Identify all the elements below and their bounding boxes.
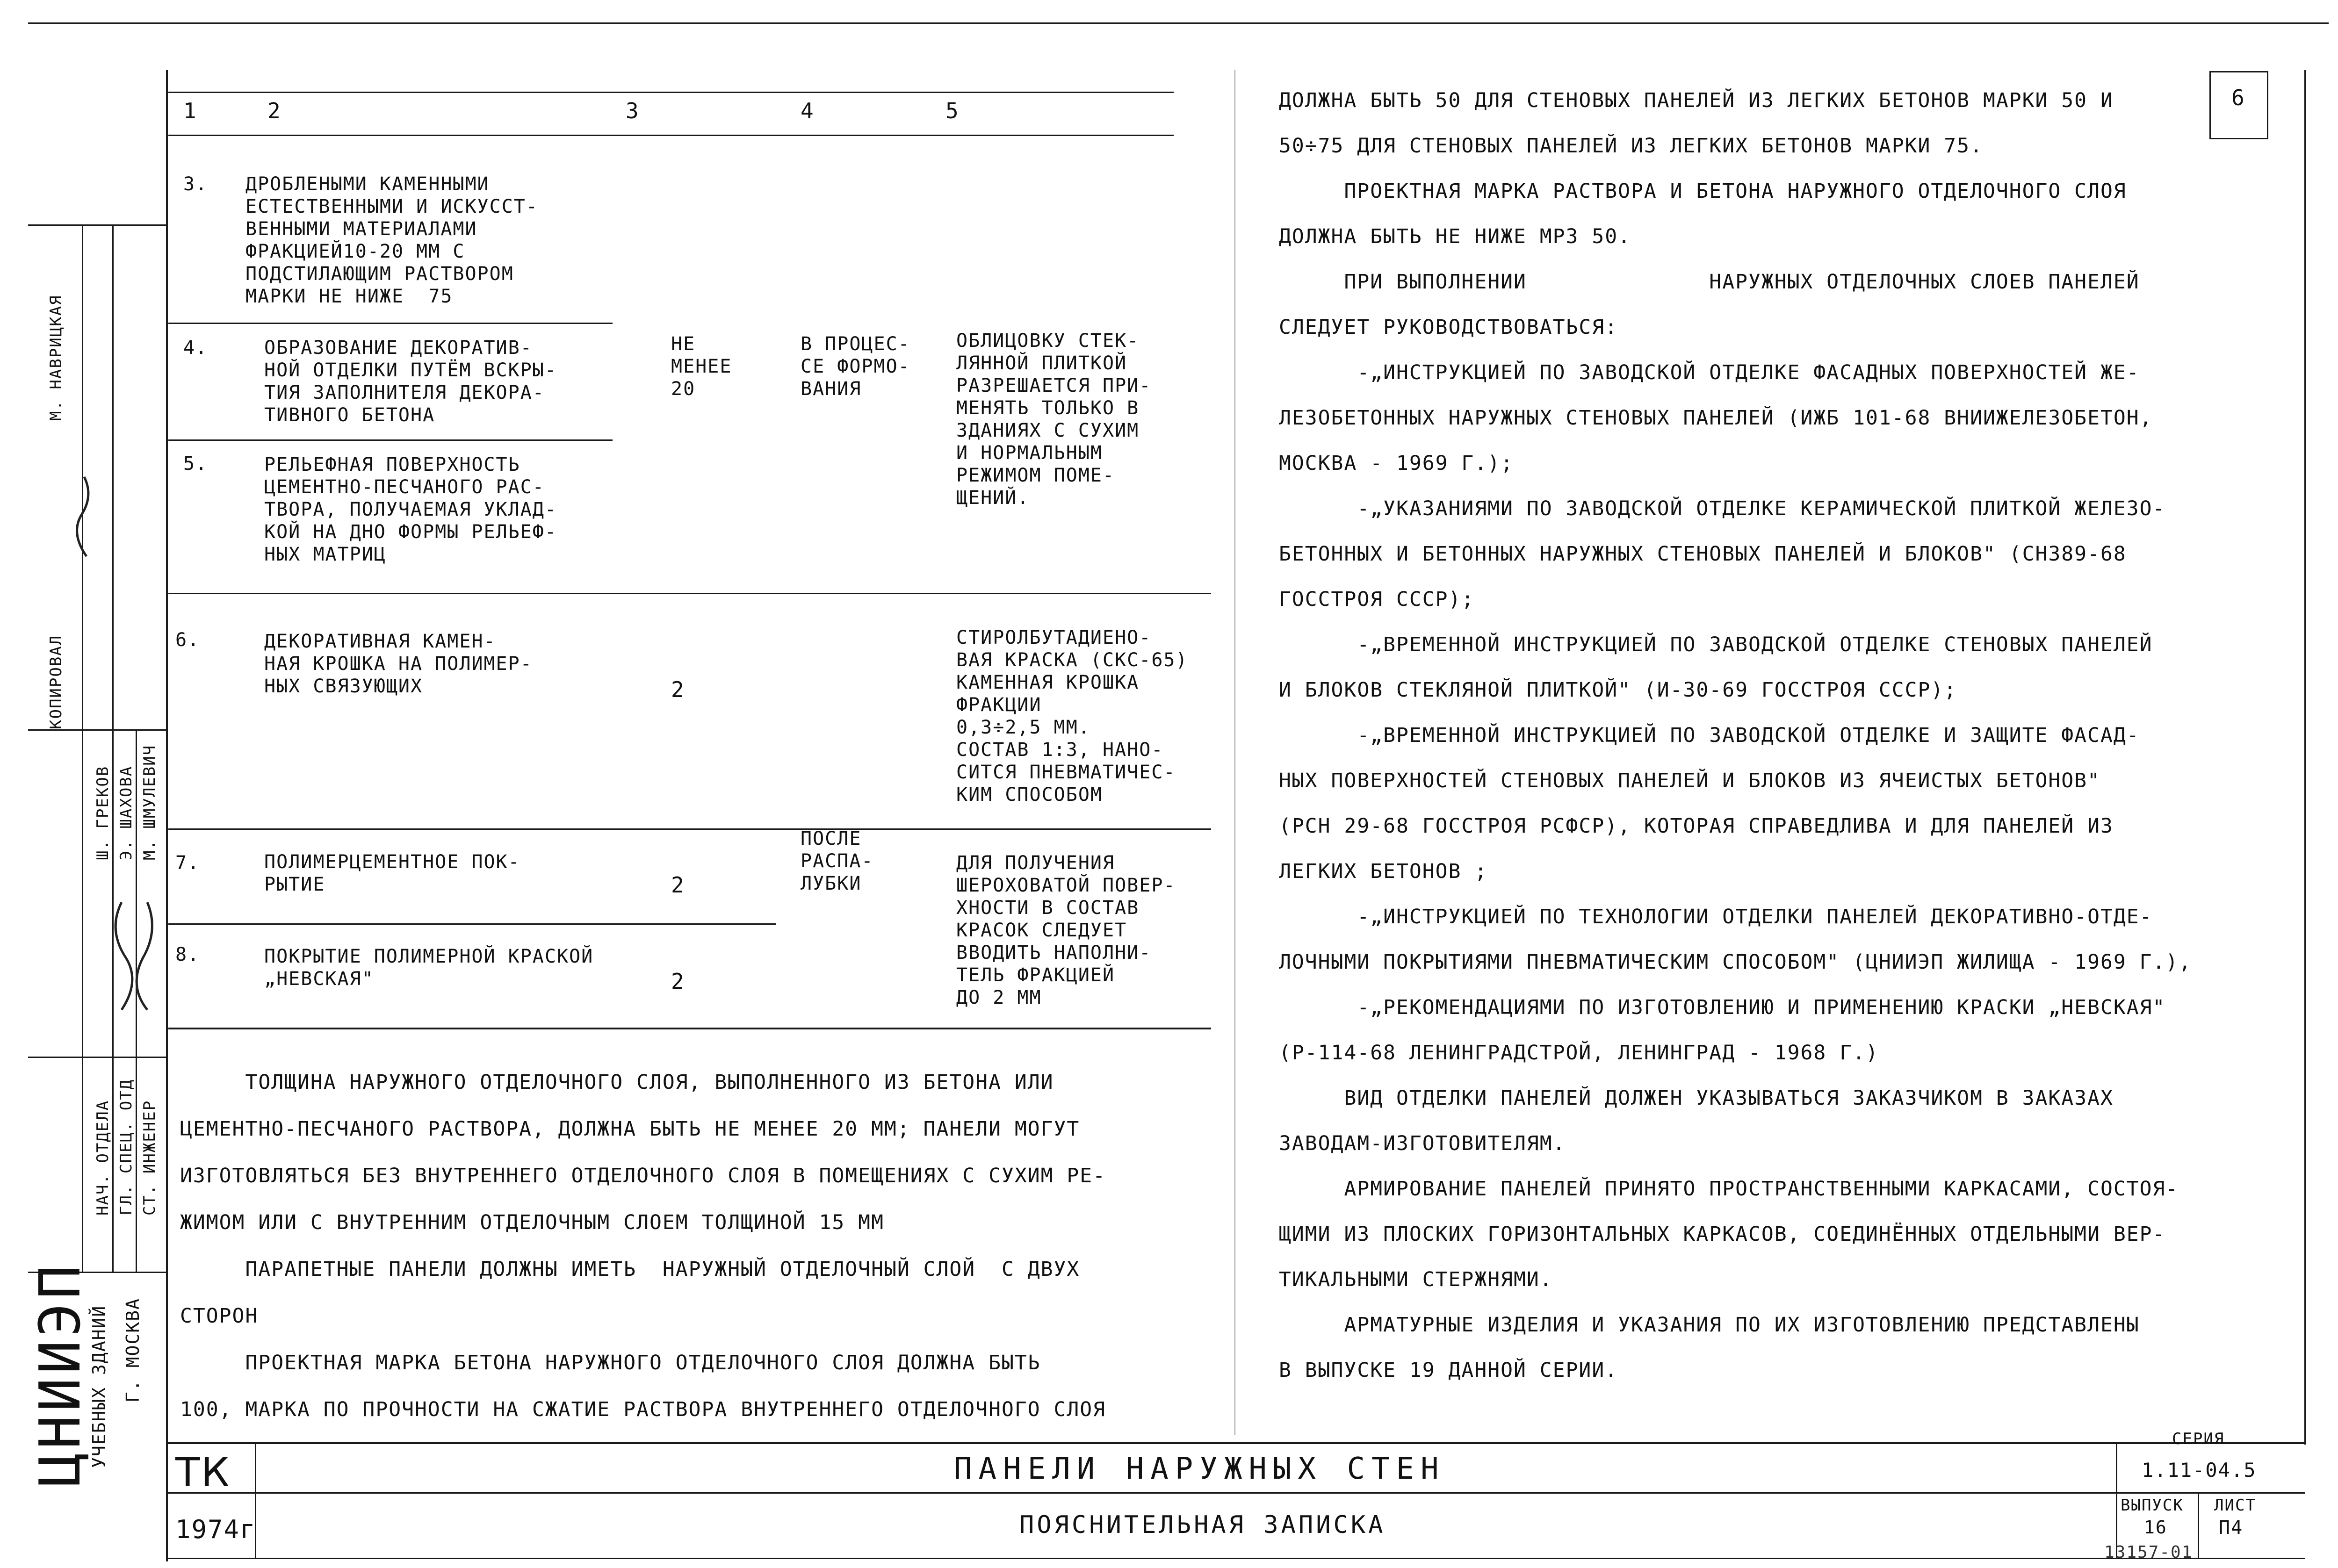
row-6-number: 6. — [175, 629, 200, 651]
right-line: ПРОЕКТНАЯ МАРКА РАСТВОРА И БЕТОНА НАРУЖНОГО ОТДЕЛОЧНОГО СЛОЯ — [1279, 180, 2127, 203]
right-line: МОСКВА - 1969 Г.); — [1279, 452, 1514, 475]
row-4-name: ОБРАЗОВАНИЕ ДЕКОРАТИВ- НОЙ ОТДЕЛКИ ПУТЁМ ВСКРЫ- ТИЯ ЗАПОЛНИТЕЛЯ ДЕКОРА- ТИВНОГО БЕТОНА — [264, 337, 557, 426]
side-role-copy: КОПИРОВАЛ — [47, 634, 65, 729]
right-line: ДОЛЖНА БЫТЬ НЕ НИЖЕ МРЗ 50. — [1279, 225, 1631, 248]
right-line: ГОССТРОЯ СССР); — [1279, 588, 1475, 611]
right-line: АРМИРОВАНИЕ ПАНЕЛЕЙ ПРИНЯТО ПРОСТРАНСТВЕННЫМИ КАРКАСАМИ, СОСТОЯ- — [1279, 1177, 2179, 1201]
row-8-name: ПОКРЫТИЕ ПОЛИМЕРНОЙ КРАСКОЙ „НЕВСКАЯ" — [264, 946, 594, 990]
row-line-6 — [168, 828, 1211, 830]
frame-top-line — [28, 22, 2329, 24]
row-7-time: ПОСЛЕ РАСПА- ЛУБКИ — [801, 828, 874, 894]
table-header-1: 1 — [183, 98, 197, 123]
row-4-number: 4. — [183, 337, 208, 359]
row-7-number: 7. — [175, 852, 200, 874]
right-line: (РСН 29-68 ГОССТРОЯ РСФСР), КОТОРАЯ СПРАВЕДЛИВА И ДЛЯ ПАНЕЛЕЙ ИЗ — [1279, 814, 2114, 838]
row-line-3 — [168, 323, 613, 324]
right-line: -„ИНСТРУКЦИЕЙ ПО ТЕХНОЛОГИИ ОТДЕЛКИ ПАНЕЛЕЙ ДЕКОРАТИВНО-ОТДЕ- — [1279, 905, 2153, 928]
table-header-line — [168, 135, 1174, 136]
side-org-sub2: Г. МОСКВА — [123, 1298, 143, 1403]
right-line: -„ИНСТРУКЦИЕЙ ПО ЗАВОДСКОЙ ОТДЕЛКЕ ФАСАДНЫХ ПОВЕРХНОСТЕЙ ЖЕ- — [1279, 361, 2140, 384]
right-line: -„РЕКОМЕНДАЦИЯМИ ПО ИЗГОТОВЛЕНИЮ И ПРИМЕНЕНИЮ КРАСКИ „НЕВСКАЯ" — [1279, 996, 2166, 1019]
row-4-time: В ПРОЦЕС- СЕ ФОРМО- ВАНИЯ — [801, 333, 910, 400]
row-3-name: ДРОБЛЕНЫМИ КАМЕННЫМИ ЕСТЕСТВЕННЫМИ И ИСКУССТ- ВЕННЫМИ МАТЕРИАЛАМИ ФРАКЦИЕЙ10-20 ММ С ПОДСТИЛАЮЩИМ РАСТВОРОМ МАРКИ НЕ НИЖЕ 75 — [245, 173, 538, 307]
archive-code: 13157-01 — [2104, 1543, 2193, 1562]
right-line: ТИКАЛЬНЫМИ СТЕРЖНЯМИ. — [1279, 1268, 1553, 1291]
right-line: И БЛОКОВ СТЕКЛЯНОЙ ПЛИТКОЙ" (И-30-69 ГОССТРОЯ СССР); — [1279, 678, 1957, 702]
left-line: ИЗГОТОВЛЯТЬСЯ БЕЗ ВНУТРЕННЕГО ОТДЕЛОЧНОГО СЛОЯ В ПОМЕЩЕНИЯХ С СУХИМ РЕ- — [180, 1164, 1106, 1187]
stamp-year: 1974г — [175, 1515, 256, 1544]
right-line: -„ВРЕМЕННОЙ ИНСТРУКЦИЕЙ ПО ЗАВОДСКОЙ ОТДЕЛКЕ И ЗАЩИТЕ ФАСАД- — [1279, 724, 2140, 747]
frame-left-line — [166, 70, 168, 1561]
drawing-title: ПАНЕЛИ НАРУЖНЫХ СТЕН — [954, 1452, 1445, 1486]
frame-right-line — [2304, 70, 2306, 1445]
right-line: (Р-114-68 ЛЕНИНГРАДСТРОЙ, ЛЕНИНГРАД - 1968 Г.) — [1279, 1041, 1879, 1065]
vypusk-value: 16 — [2144, 1517, 2167, 1538]
right-line: ВИД ОТДЕЛКИ ПАНЕЛЕЙ ДОЛЖЕН УКАЗЫВАТЬСЯ ЗАКАЗЧИКОМ В ЗАКАЗАХ — [1279, 1086, 2114, 1110]
right-line: ЛОЧНЫМИ ПОКРЫТИЯМИ ПНЕВМАТИЧЕСКИМ СПОСОБОМ" (ЦНИИЭП ЖИЛИЩА - 1969 Г.), — [1279, 950, 2192, 974]
seria-value: 1.11-04.5 — [2142, 1459, 2257, 1482]
table-header-4: 4 — [801, 98, 815, 123]
row-line-7 — [168, 923, 776, 925]
list-label: ЛИСТ — [2214, 1496, 2256, 1515]
stamp-mid-line — [166, 1492, 2305, 1494]
side-name: Ш. ГРЕКОВ — [94, 765, 112, 860]
list-value: П4 — [2219, 1517, 2244, 1539]
row-6-note: СТИРОЛБУТАДИЕНО- ВАЯ КРАСКА (СКС-65) КАМЕННАЯ КРОШКА ФРАКЦИИ 0,3÷2,5 ММ. СОСТАВ 1:3, НАНО- СИТСЯ ПНЕВМАТИЧЕС- КИМ СПОСОБОМ — [956, 627, 1188, 806]
side-name: М. ШМУЛЕВИЧ — [140, 744, 159, 860]
row-4-thickness: НЕ МЕНЕЕ 20 — [671, 333, 732, 400]
left-line: ТОЛЩИНА НАРУЖНОГО ОТДЕЛОЧНОГО СЛОЯ, ВЫПОЛНЕННОГО ИЗ БЕТОНА ИЛИ — [180, 1071, 1054, 1094]
side-role: СТ. ИНЖЕНЕР — [140, 1100, 159, 1216]
right-line: НЫХ ПОВЕРХНОСТЕЙ СТЕНОВЫХ ПАНЕЛЕЙ И БЛОКОВ ИЗ ЯЧЕИСТЫХ БЕТОНОВ" — [1279, 769, 2100, 792]
row-line-4 — [168, 439, 613, 441]
row-7-note: ДЛЯ ПОЛУЧЕНИЯ ШЕРОХОВАТОЙ ПОВЕР- ХНОСТИ В СОСТАВ КРАСОК СЛЕДУЕТ ВВОДИТЬ НАПОЛНИ- ТЕЛЬ ФРАКЦИЕЙ ДО 2 ММ — [956, 852, 1176, 1008]
drawing-subtitle: ПОЯСНИТЕЛЬНАЯ ЗАПИСКА — [1019, 1511, 1386, 1539]
right-line: -„УКАЗАНИЯМИ ПО ЗАВОДСКОЙ ОТДЕЛКЕ КЕРАМИЧЕСКОЙ ПЛИТКОЙ ЖЕЛЕЗО- — [1279, 497, 2166, 520]
right-line: ДОЛЖНА БЫТЬ 50 ДЛЯ СТЕНОВЫХ ПАНЕЛЕЙ ИЗ ЛЕГКИХ БЕТОНОВ МАРКИ 50 И — [1279, 89, 2114, 112]
row-8-number: 8. — [175, 944, 200, 965]
row-5-number: 5. — [183, 453, 208, 475]
row-5-name: РЕЛЬЕФНАЯ ПОВЕРХНОСТЬ ЦЕМЕНТНО-ПЕСЧАНОГО РАС- ТВОРА, ПОЛУЧАЕМАЯ УКЛАД- КОЙ НА ДНО ФОРМЫ РЕЛЬЕФ- НЫХ МАТРИЦ — [264, 454, 557, 565]
stamp-divider-c — [2198, 1492, 2199, 1558]
left-line: СТОРОН — [180, 1304, 259, 1328]
right-line: ЩИМИ ИЗ ПЛОСКИХ ГОРИЗОНТАЛЬНЫХ КАРКАСОВ, СОЕДИНЁННЫХ ОТДЕЛЬНЫМИ ВЕР- — [1279, 1223, 2166, 1246]
row-6-thickness: 2 — [671, 677, 685, 702]
row-3-number: 3. — [183, 173, 208, 195]
side-role: НАЧ. ОТДЕЛА — [94, 1100, 112, 1216]
signature-scribbles — [28, 458, 166, 1094]
right-line: СЛЕДУЕТ РУКОВОДСТВОВАТЬСЯ: — [1279, 316, 1618, 339]
left-line: ЖИМОМ ИЛИ С ВНУТРЕННИМ ОТДЕЛОЧНЫМ СЛОЕМ ТОЛЩИНОЙ 15 ММ — [180, 1211, 884, 1234]
left-line: ПРОЕКТНАЯ МАРКА БЕТОНА НАРУЖНОГО ОТДЕЛОЧНОГО СЛОЯ ДОЛЖНА БЫТЬ — [180, 1351, 1041, 1374]
stamp-bottom-line — [166, 1558, 2305, 1559]
side-role-executor: М. НАВРИЦКАЯ — [47, 295, 65, 421]
stamp-left-cell: ТК — [175, 1449, 231, 1496]
right-line: -„ВРЕМЕННОЙ ИНСТРУКЦИЕЙ ПО ЗАВОДСКОЙ ОТДЕЛКЕ СТЕНОВЫХ ПАНЕЛЕЙ — [1279, 633, 2153, 656]
right-line: ЛЕЗОБЕТОННЫХ НАРУЖНЫХ СТЕНОВЫХ ПАНЕЛЕЙ (ИЖБ 101-68 ВНИИЖЕЛЕЗОБЕТОН, — [1279, 406, 2153, 430]
left-line: 100, МАРКА ПО ПРОЧНОСТИ НА СЖАТИЕ РАСТВОРА ВНУТРЕННЕГО ОТДЕЛОЧНОГО СЛОЯ — [180, 1398, 1106, 1421]
side-role: ГЛ. СПЕЦ. ОТД — [117, 1079, 136, 1216]
right-line: ПРИ ВЫПОЛНЕНИИ НАРУЖНЫХ ОТДЕЛОЧНЫХ СЛОЕВ ПАНЕЛЕЙ — [1279, 270, 2140, 294]
stamp-top-line — [166, 1442, 2305, 1444]
right-line: ЛЕГКИХ БЕТОНОВ ; — [1279, 860, 1488, 883]
right-line: 50÷75 ДЛЯ СТЕНОВЫХ ПАНЕЛЕЙ ИЗ ЛЕГКИХ БЕТОНОВ МАРКИ 75. — [1279, 134, 1983, 158]
page-number: 6 — [2231, 85, 2245, 110]
side-name: Э. ШАХОВА — [117, 765, 136, 860]
table-header-2: 2 — [267, 98, 281, 123]
table-header-3: 3 — [626, 98, 640, 123]
column-divider — [1234, 70, 1235, 1435]
row-8-thickness: 2 — [671, 969, 685, 994]
right-line: АРМАТУРНЫЕ ИЗДЕЛИЯ И УКАЗАНИЯ ПО ИХ ИЗГОТОВЛЕНИЮ ПРЕДСТАВЛЕНЫ — [1279, 1313, 2140, 1337]
row-4-note: ОБЛИЦОВКУ СТЕК- ЛЯННОЙ ПЛИТКОЙ РАЗРЕШАЕТСЯ ПРИ- МЕНЯТЬ ТОЛЬКО В ЗДАНИЯХ С СУХИМ И НОРМАЛЬНЫМ РЕЖИМОМ ПОМЕ- ЩЕНИЙ. — [956, 330, 1152, 509]
table-header-5: 5 — [945, 98, 960, 123]
row-7-name: ПОЛИМЕРЦЕМЕНТНОЕ ПОК- РЫТИЕ — [264, 851, 520, 895]
right-line: В ВЫПУСКЕ 19 ДАННОЙ СЕРИИ. — [1279, 1359, 1618, 1382]
side-org-sub1: УЧЕБНЫХ ЗДАНИЙ — [89, 1305, 109, 1468]
stamp-divider-b — [2116, 1443, 2117, 1558]
left-line: ПАРАПЕТНЫЕ ПАНЕЛИ ДОЛЖНЫ ИМЕТЬ НАРУЖНЫЙ ОТДЕЛОЧНЫЙ СЛОЙ С ДВУХ — [180, 1258, 1080, 1281]
seria-label: СЕРИЯ — [2172, 1430, 2225, 1448]
row-6-name: ДЕКОРАТИВНАЯ КАМЕН- НАЯ КРОШКА НА ПОЛИМЕР- НЫХ СВЯЗУЮЩИХ — [264, 631, 533, 697]
row-line-5 — [168, 593, 1211, 594]
row-7-thickness: 2 — [671, 872, 685, 898]
table-top-line — [168, 92, 1174, 93]
right-line: ЗАВОДАМ-ИЗГОТОВИТЕЛЯМ. — [1279, 1132, 1566, 1155]
vypusk-label: ВЫПУСК — [2121, 1496, 2184, 1515]
side-org-name: ЦНИИЭП — [28, 1261, 93, 1487]
right-line: БЕТОННЫХ И БЕТОННЫХ НАРУЖНЫХ СТЕНОВЫХ ПАНЕЛЕЙ И БЛОКОВ" (СН389-68 — [1279, 542, 2127, 566]
left-line: ЦЕМЕНТНО-ПЕСЧАНОГО РАСТВОРА, ДОЛЖНА БЫТЬ НЕ МЕНЕЕ 20 ММ; ПАНЕЛИ МОГУТ — [180, 1117, 1080, 1141]
side-frame-top — [28, 224, 166, 226]
table-bottom-line — [168, 1028, 1211, 1029]
